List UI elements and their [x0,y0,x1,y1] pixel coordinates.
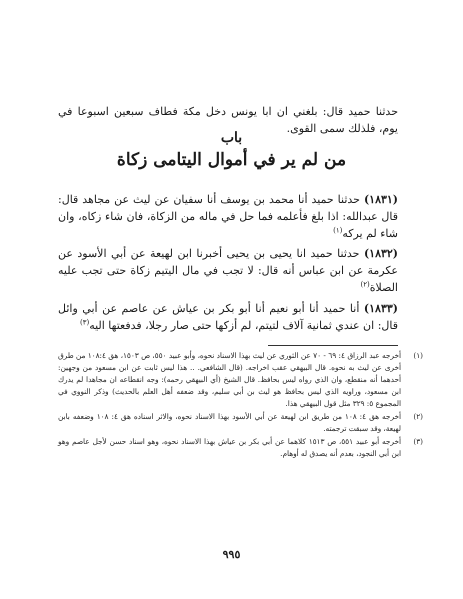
footnote-number: (٢) [413,412,423,421]
hadith-1831 [58,191,398,242]
hadith-text: حدثنا حميد انا يحيى بن يحيى أخبرنا ابن لهيعة عن أبي الأسود عن عكرمة عن ابن عباس أنه قال: لا تجب في مال اليتيم زكاة حتى تجب عليه الصلاة [58,247,398,294]
footnote-text: أخرجه عبد الرزاق ٤: ٦٩ - ٧٠ عن الثوري عن ليث بهذا الاسناد نحوه، وأبو عبيد ٥٥٠، ص ١٥٠٣، هق ١٠٨:٤ من طرق أخرى عن ليث به نحوه. قال البيهقي عقب اخراجه. (قال الشافعي. .. هذا ليس ثابت عن ابن مسعود من وجهين: أحدهما أنه منقطع، وان الذي رواه ليس بحافظ. قال الشيخ (أي البيهقي رحمه): وجه انقطاعه ان مجاهدا لم يدرك ابن مسعود، وراويه الذي ليس بحافظ هو ليث بن أبي سليم، وقد ضعفه أهل العلم بالحديث) وذكر النووي في المجموع ٥: ٣٢٩ مثل قول البيهقي هذا. [58,351,401,408]
footnote-1 [58,350,423,410]
footnote-2 [58,411,423,435]
chapter-title: من لم ير في أموال اليتامى زكاة [116,150,347,170]
hadith-text: حدثنا حميد أنا محمد بن يوسف أنا سفيان عن ليث عن مجاهد قال: قال عبدالله: اذا بلغ فأعلمه فما حل في ماله من الزكاة، فان شاء زكاه، وان شاء لم يركه [58,193,398,240]
hadith-number: (١٨٣١) [363,193,399,206]
footnote-number: (٣) [413,437,423,446]
hadith-1833 [58,300,398,334]
hadith-text: أنا حميد أنا أبو نعيم أنا أبو بكر بن عياش عن عاصم عن أبي وائل قال: ان عندي ثمانية آلاف لتيتم، لم أزكها حتى صار رجلا، فدفعتها اليه [58,302,398,332]
hadith-number: (١٨٣٢) [363,247,399,260]
footnote-text: أخرجه أبو عبيد ٥٥١، ص ١٥١٣ كلاهما عن أبي بكر بن عياش بهذا الاسناد نحوه، وهو اسناد حسن لأجل عاصم وهو ابن أبي النجود، بعدم أنه يصدق له أوهام. [58,437,401,458]
chapter-label: باب [220,130,243,146]
hadith-number: (١٨٣٣) [363,302,398,315]
footnotes-section [58,350,423,461]
footnote-marker: (٣) [79,318,90,327]
page-number: ٩٩٥ [222,548,241,561]
footnote-3 [58,436,423,460]
footnote-number: (١) [413,351,423,360]
footnote-marker: (١) [333,226,343,235]
footnote-text: أخرجه هق ٤: ١٠٨ من طريق ابن لهيعة عن أبي الأسود بهذا الاسناد نحوه، والاثر اسناده هق ٤: ١٠٨ وضعفه بابن لهيعة، وقد سبقت ترجمته. [58,412,402,433]
footnote-divider [268,345,398,346]
footnote-marker: (٢) [360,280,370,289]
hadith-1832 [58,245,398,296]
intro-paragraph: حدثنا حميد قال: بلغني ان ابا يونس دخل مكة فطاف سبعين اسبوعا في يوم، فلذلك سمى القوى. [58,105,398,135]
